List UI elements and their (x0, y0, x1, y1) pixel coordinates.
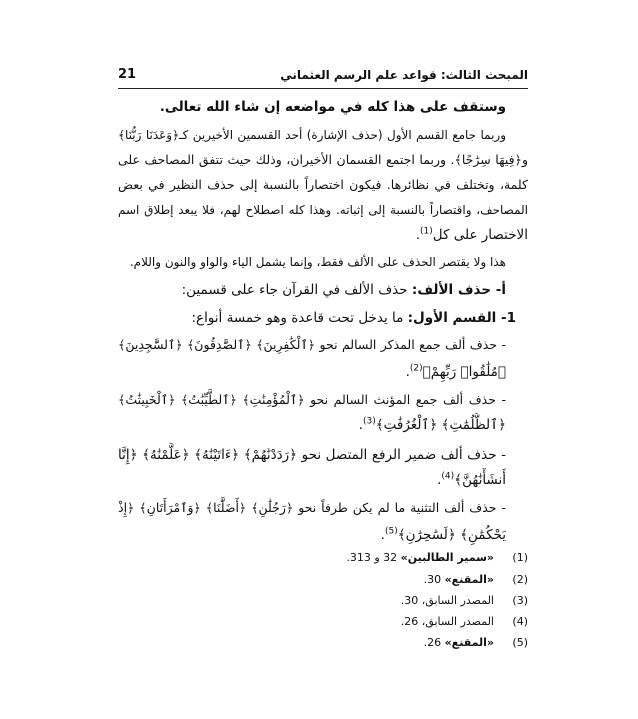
list-item-line (118, 413, 528, 437)
line-end: . (415, 227, 421, 243)
list-item-line (118, 443, 528, 467)
footnote (118, 591, 528, 611)
footnote-number: (1) (512, 551, 528, 564)
footnote-source-title: «سمير الطالبين» (400, 551, 494, 564)
footnote-number: (4) (512, 615, 528, 628)
footnote-text: 26. (423, 636, 445, 649)
line-text: ﴿ٱلظُّلُمَٰتِ﴾ ﴿ٱلْغُرُفَٰتِ﴾ (375, 417, 506, 433)
line-text: - حذف ألف التثنية ما لم يكن طرفاً نحو ﴿رَجُلَٰنِ﴾ ﴿أَضَلَّٰنَا﴾ ﴿وَٱمْرَأَتَانِ﴾ ﴿إِذْ (118, 500, 506, 515)
footnote (118, 612, 528, 632)
text-line (118, 223, 528, 247)
text-line (118, 123, 528, 147)
footnote-ref: (2) (409, 363, 423, 374)
list-item-line (118, 468, 528, 492)
line-text: وستقف على هذا كله في مواضعه إن شاء الله تعالى. (159, 99, 506, 115)
footnote-text: 32 و 313. (346, 551, 401, 564)
line-text: و﴿فِيهَا سِرَٰجًا﴾. وربما اجتمع القسمان الأخيران، وذلك حيث تتفق المصاحف على (118, 152, 528, 167)
line-text: المصاحف، واقتصاراً بالنسبة إلى إثباته. وهذا كله اصطلاح لهم، فلا يبعد إطلاق اسم (118, 203, 528, 217)
footnote-text: 30. (423, 573, 445, 586)
line-end: . (405, 364, 410, 380)
line-end: . (358, 417, 363, 433)
text-line (118, 95, 528, 119)
line-text: حذف الألف في القرآن جاء على قسمين: (181, 282, 412, 298)
text-line (118, 173, 528, 197)
header-rule (118, 88, 528, 89)
footnote-ref: (1) (420, 226, 433, 237)
text-line (118, 198, 528, 222)
line-text: أَنشَأْنَٰهُنَّ﴾ (454, 472, 506, 488)
footnote-text: المصدر السابق، 30. (400, 594, 494, 607)
line-end: . (380, 527, 385, 543)
footnote-ref: (5) (384, 526, 398, 537)
list-item-line (118, 360, 528, 384)
list-item-line (118, 333, 528, 357)
footnote (118, 570, 528, 590)
line-text: هذا ولا يقتصر الحذف على الألف فقط، وإنما يشمل الياء والواو والنون واللام. (129, 255, 506, 269)
running-title: المبحث الثالث: قواعد علم الرسم العثماني (280, 68, 528, 82)
footnote (118, 633, 528, 653)
footnote-number: (2) (512, 573, 528, 586)
footnote-source-title: «المقنع» (444, 636, 494, 649)
line-text: - حذف ألف جمع المذكر السالم نحو ﴿ٱلْكَٰفِرِينَ﴾ ﴿ٱلصَّٰدِقُونَ﴾ ﴿ٱلسَّٰجِدِينَ﴾ (118, 337, 506, 352)
section-heading: أ- حذف الألف: (411, 282, 506, 298)
text-line (118, 148, 528, 172)
line-text: ﴿مُلَٰقُوا۟ رَبِّهِمْ﴾ (422, 364, 506, 380)
line-text: وربما جامع القسم الأول (حذف الإشارة) أحد القسمين الأخيرين كـ﴿وَعَدَنَا رَبُّنَا﴾ (118, 128, 506, 142)
line-text: كلمة، وتختلف في نظائرها. فيكون اختصاراً بالنسبة إلى حذف النظير في بعض (118, 177, 528, 192)
footnote (118, 548, 528, 568)
line-text: - حذف ألف جمع المؤنث السالم نحو ﴿ٱلْمُؤْمِنَٰتِ﴾ ﴿ٱلطَّيِّبَٰتُ﴾ ﴿ٱلْخَبِيثَٰتُ﴾ (118, 392, 506, 407)
footnote-text: المصدر السابق، 26. (400, 615, 494, 628)
list-item-line (118, 523, 528, 547)
line-text: ما يدخل تحت قاعدة وهو خمسة أنواع: (191, 310, 408, 326)
list-item-line (118, 496, 528, 520)
text-line (118, 250, 528, 274)
page-number: 21 (118, 67, 137, 82)
subsection-heading: 1- القسم الأول: (407, 310, 516, 326)
line-text: الاختصار على كل (432, 227, 528, 243)
footnote-number: (5) (512, 636, 528, 649)
footnote-number: (3) (512, 594, 528, 607)
footnote-source-title: «المقنع» (444, 573, 494, 586)
line-text: يَحْكُمَٰنِ﴾ ﴿لَسَٰحِرَٰنِ﴾ (397, 527, 506, 543)
footnote-ref: (4) (441, 471, 455, 482)
line-text: - حذف ألف ضمير الرفع المتصل نحو ﴿رَدَدْنَٰهُمْ﴾ ﴿ءَاتَيْنَٰهُ﴾ ﴿عَلَّمْنَٰهُ﴾ ﴿إِنَّا (118, 447, 506, 463)
footnote-ref: (3) (362, 416, 376, 427)
line-end: . (437, 472, 442, 488)
list-item-line (118, 388, 528, 412)
subsection-heading-line (118, 306, 528, 330)
section-heading-line (118, 278, 528, 302)
